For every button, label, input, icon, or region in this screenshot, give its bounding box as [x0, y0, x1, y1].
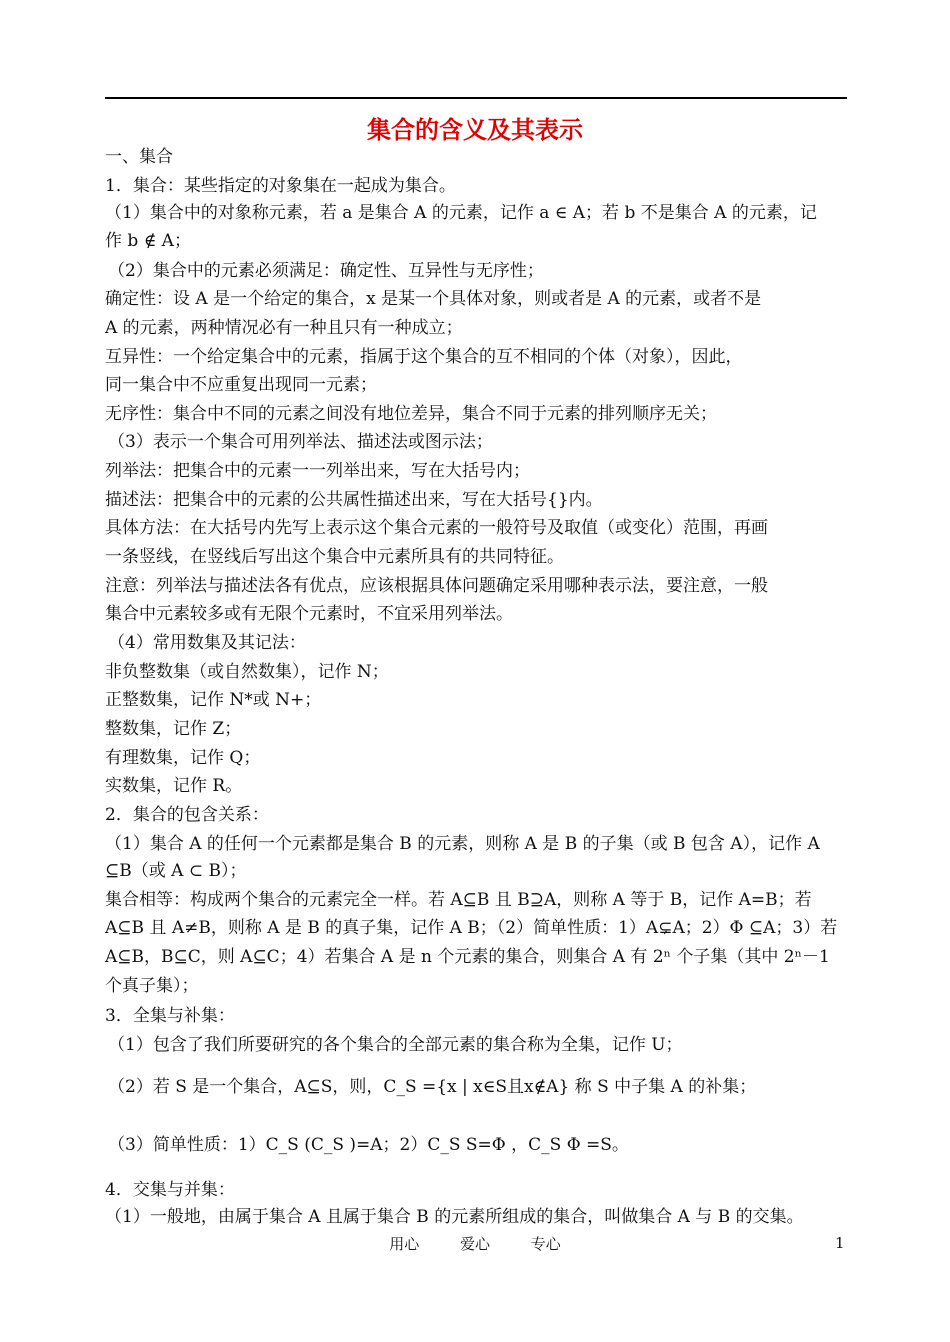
text-line: 无序性：集合中不同的元素之间没有地位差异，集合不同于元素的排列顺序无关； — [105, 404, 717, 424]
text-line: 4．交集与并集： — [105, 1180, 235, 1200]
text-line: （1）包含了我们所要研究的各个集合的全部元素的集合称为全集，记作 U； — [108, 1035, 683, 1055]
footer-motto: 爱心 — [459, 1235, 490, 1253]
text-line: （2）集合中的元素必须满足：确定性、互异性与无序性； — [108, 261, 544, 281]
page-title: 集合的含义及其表示 — [367, 116, 583, 144]
text-line: 集合中元素较多或有无限个元素时，不宜采用列举法。 — [105, 604, 513, 624]
text-line: （2）若 S 是一个集合，A⊆S，则，C_S ={x | x∈S且x∉A} 称 S 中子集 A 的补集； — [108, 1077, 757, 1097]
text-line: （3）表示一个集合可用列举法、描述法或图示法； — [108, 432, 493, 452]
footer-motto: 专心 — [530, 1235, 561, 1253]
text-line: 作 b ∉ A； — [105, 231, 191, 251]
text-line: 具体方法：在大括号内先写上表示这个集合元素的一般符号及取值（或变化）范围，再画 — [105, 518, 768, 538]
text-line: 集合相等：构成两个集合的元素完全一样。若 A⊆B 且 B⊇A，则称 A 等于 B，记作 A=B；若 — [105, 890, 812, 910]
text-line: 有理数集，记作 Q； — [105, 748, 261, 768]
text-line: A 的元素，两种情况必有一种且只有一种成立； — [105, 318, 463, 338]
page-number: 1 — [835, 1234, 845, 1252]
text-line: 同一集合中不应重复出现同一元素； — [105, 375, 377, 395]
text-line: 实数集，记作 R。 — [105, 776, 243, 796]
text-line: （1）集合 A 的任何一个元素都是集合 B 的元素，则称 A 是 B 的子集（或 B 包含 A），记作 A — [105, 834, 820, 854]
text-line: 正整数集，记作 N*或 N+； — [105, 690, 322, 710]
text-line: A⊆B 且 A≠B，则称 A 是 B 的真子集，记作 A B；（2）简单性质：1）A⊊A；2）Φ ⊆A；3）若 — [105, 918, 838, 938]
text-line: 互异性：一个给定集合中的元素，指属于这个集合的互不相同的个体（对象），因此， — [105, 347, 743, 367]
text-line: 3．全集与补集： — [105, 1006, 235, 1026]
header-rule — [105, 97, 847, 99]
text-line: 整数集，记作 Z； — [105, 719, 242, 739]
text-line: （1）集合中的对象称元素，若 a 是集合 A 的元素，记作 a ∈ A；若 b 不是集合 A 的元素，记 — [105, 203, 817, 223]
text-line: 确定性：设 A 是一个给定的集合，x 是某一个具体对象，则或者是 A 的元素，或者不是 — [105, 289, 762, 309]
text-line: （1）一般地，由属于集合 A 且属于集合 B 的元素所组成的集合，叫做集合 A 与 B 的交集。 — [105, 1207, 804, 1227]
footer-motto: 用心 — [389, 1235, 420, 1253]
text-line: 描述法：把集合中的元素的公共属性描述出来，写在大括号{}内。 — [105, 490, 603, 510]
text-line: 注意：列举法与描述法各有优点，应该根据具体问题确定采用哪种表示法，要注意，一般 — [105, 576, 768, 596]
text-line: （3）简单性质：1）C_S (C_S )=A；2）C_S S=Φ ，C_S Φ =S。 — [108, 1135, 629, 1155]
text-line: 一条竖线，在竖线后写出这个集合中元素所具有的共同特征。 — [105, 547, 564, 567]
text-line: 1．集合：某些指定的对象集在一起成为集合。 — [105, 176, 456, 196]
text-line: A⊆B，B⊆C，则 A⊆C；4）若集合 A 是 n 个元素的集合，则集合 A 有 2ⁿ 个子集（其中 2ⁿ－1 — [105, 947, 830, 967]
text-line: 2．集合的包含关系： — [105, 805, 269, 825]
page-footer — [0, 1233, 950, 1254]
text-line: 个真子集）； — [105, 976, 199, 996]
text-line: 列举法：把集合中的元素一一列举出来，写在大括号内； — [105, 461, 530, 481]
text-line: 一、集合 — [105, 147, 173, 167]
text-line: 非负整数集（或自然数集），记作 N； — [105, 662, 389, 682]
text-line: ⊆B（或 A ⊂ B）； — [105, 861, 247, 881]
text-line: （4）常用数集及其记法： — [108, 633, 306, 653]
